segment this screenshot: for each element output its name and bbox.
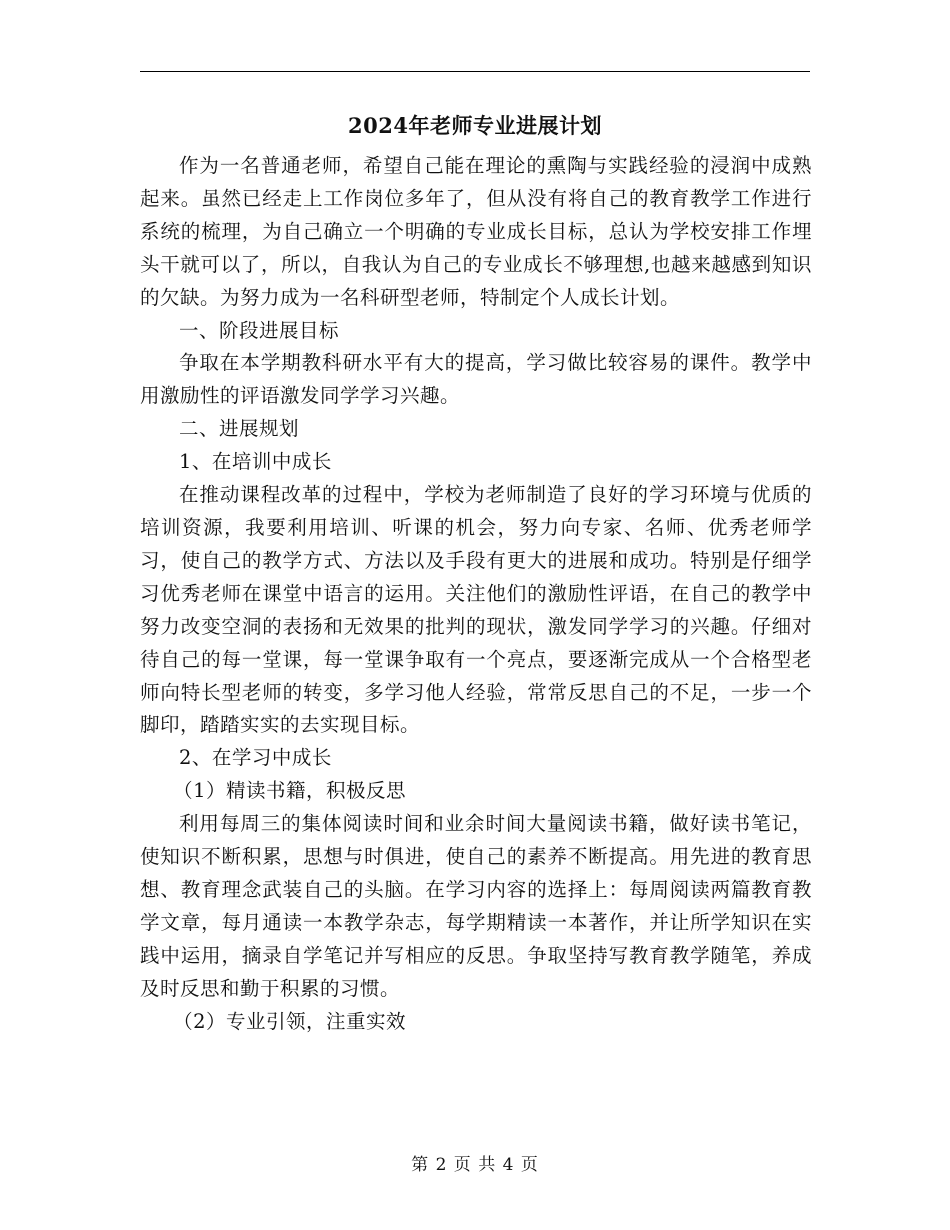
document-title: 2024年老师专业进展计划 bbox=[348, 113, 602, 138]
heading-grow-in-training: 1、在培训中成长 bbox=[179, 450, 332, 474]
page-footer: 第 2 页 共 4 页 bbox=[411, 1155, 539, 1175]
heading-stage-goals: 一、阶段进展目标 bbox=[179, 318, 340, 342]
document-body bbox=[140, 150, 812, 1038]
heading-grow-in-learning: 2、在学习中成长 bbox=[179, 746, 332, 770]
subheading-reading: （1）精读书籍，积极反思 bbox=[173, 779, 407, 803]
header-rule bbox=[140, 71, 810, 72]
paragraph-reading: 利用每周三的集体阅读时间和业余时间大量阅读书籍，做好读书笔记，使知识不断积累，思想与时俱进，使自己的素养不断提高。用先进的教育思想、教育理念武装自己的头脑。在学习内容的选择上：每周阅读两篇教育教学文章，每月通读一本教学杂志，每学期精读一本著作，并让所学知识在实践中运用，摘录自学笔记并写相应的反思。争取坚持写教育教学随笔，养成及时反思和勤于积累的习惯。 bbox=[140, 812, 812, 1000]
paragraph-stage-goals: 争取在本学期教科研水平有大的提高，学习做比较容易的课件。教学中用激励性的评语激发同学学习兴趣。 bbox=[140, 351, 812, 408]
paragraph-grow-in-training: 在推动课程改革的过程中，学校为老师制造了良好的学习环境与优质的培训资源，我要利用培训、听课的机会，努力向专家、名师、优秀老师学习，使自己的教学方式、方法以及手段有更大的进展和成功。特别是仔细学习优秀老师在课堂中语言的运用。关注他们的激励性评语，在自己的教学中努力改变空洞的表扬和无效果的批判的现状，激发同学学习的兴趣。仔细对待自己的每一堂课，每一堂课争取有一个亮点，要逐渐完成从一个合格型老师向特长型老师的转变，多学习他人经验，常常反思自己的不足，一步一个脚印，踏踏实实的去实现目标。 bbox=[140, 483, 812, 737]
heading-development-plan: 二、进展规划 bbox=[179, 417, 300, 441]
paragraph-intro: 作为一名普通老师，希望自己能在理论的熏陶与实践经验的浸润中成熟起来。虽然已经走上工作岗位多年了，但从没有将自己的教育教学工作进行系统的梳理，为自己确立一个明确的专业成长目标，总认为学校安排工作埋头干就可以了，所以，自我认为自己的专业成长不够理想,也越来越感到知识的欠缺。为努力成为一名科研型老师，特制定个人成长计划。 bbox=[140, 154, 812, 309]
subheading-professional-guidance: （2）专业引领，注重实效 bbox=[173, 1009, 407, 1033]
